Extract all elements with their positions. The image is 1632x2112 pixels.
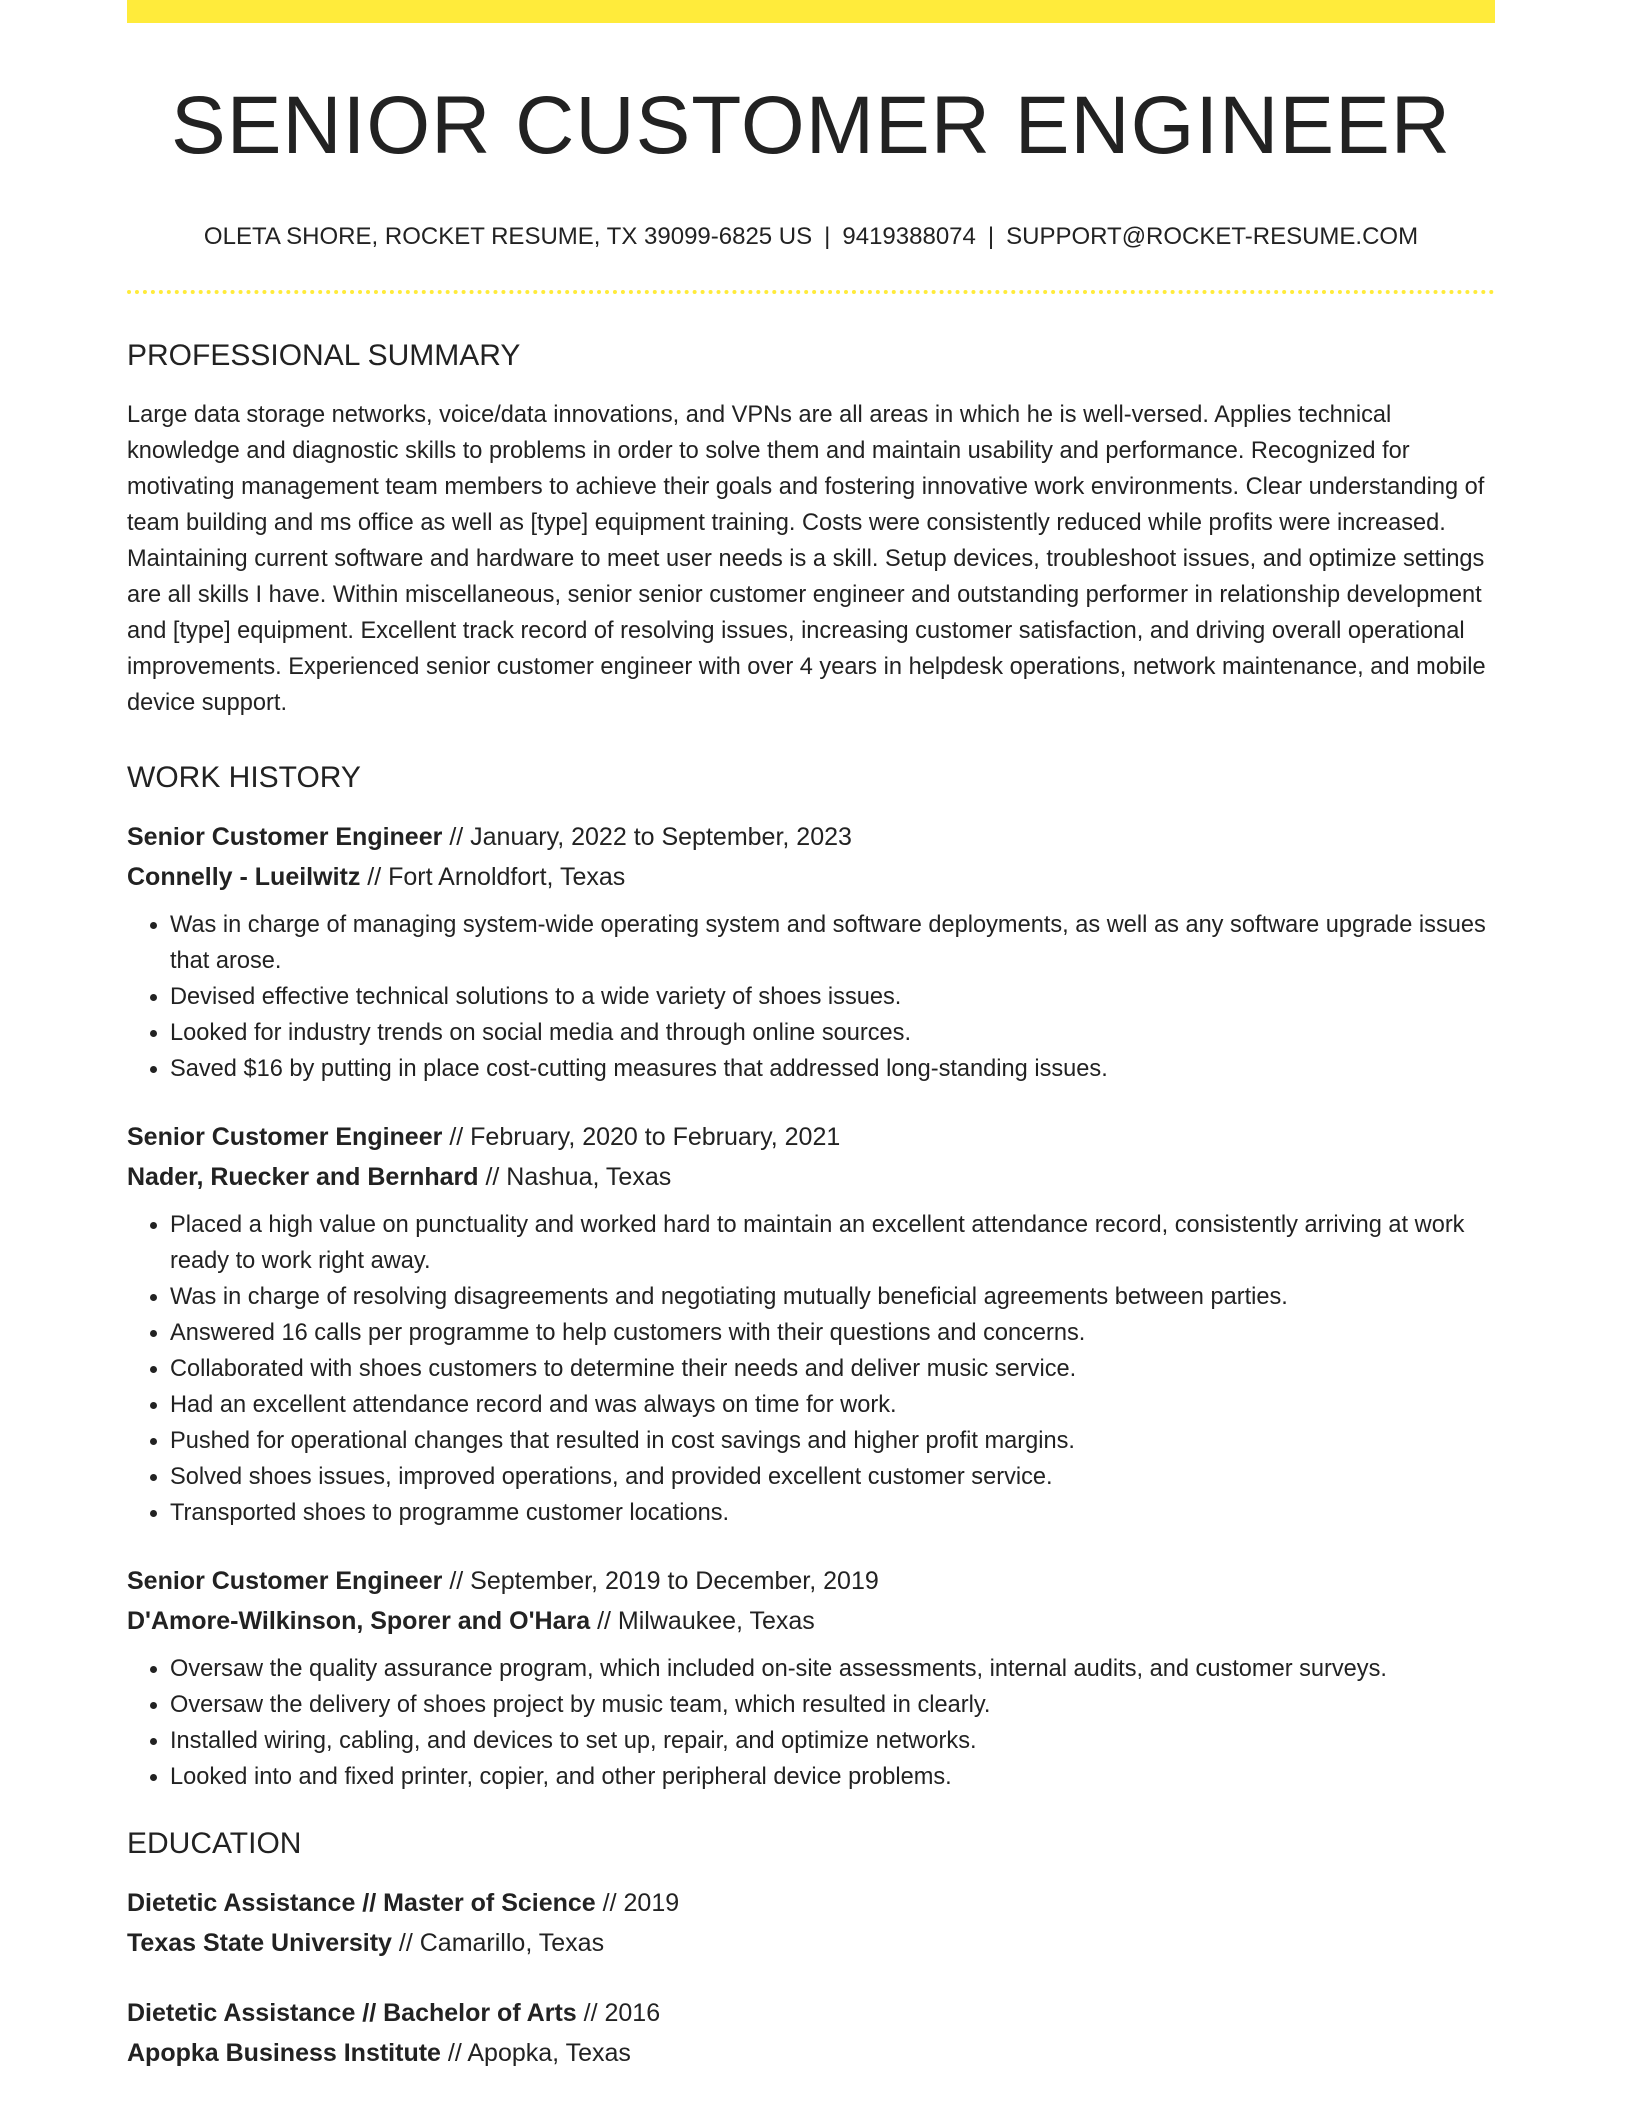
job-location: // Fort Arnoldfort, Texas xyxy=(367,863,626,891)
job-title: Senior Customer Engineer xyxy=(127,1123,443,1151)
job-dates: // September, 2019 to December, 2019 xyxy=(449,1567,879,1595)
job-bullet: • Solved shoes issues, improved operations, and provided excellent customer service. xyxy=(170,1459,1495,1495)
job-bullet: • Looked into and fixed printer, copier, and other peripheral device problems. xyxy=(170,1759,1495,1795)
degree-line xyxy=(127,1993,1495,2033)
job-bullet: • Transported shoes to programme customer locations. xyxy=(170,1495,1495,1531)
summary-text: Large data storage networks, voice/data innovations, and VPNs are all areas in which he is well-versed. Applies technical knowledge and diagnostic skills to problems in order to solve them and maintain usability and performance. Recognized for motivating management team members to achieve their goals and fostering innovative work environments. Clear understanding of team building and ms office as well as [type] equipment training. Costs were consistently reduced while profits were increased. Maintaining current software and hardware to meet user needs is a skill. Setup devices, troubleshoot issues, and optimize settings are all skills I have. Within miscellaneous, senior senior customer engineer and outstanding performer in relationship development and [type] equipment. Excellent track record of resolving issues, increasing customer satisfaction, and driving overall operational improvements. Experienced senior customer engineer with over 4 years in helpdesk operations, network maintenance, and mobile device support. xyxy=(127,402,1486,716)
job-bullets xyxy=(127,907,1495,1087)
job-location: // Milwaukee, Texas xyxy=(597,1607,815,1635)
job-title: Senior Customer Engineer xyxy=(127,823,443,851)
degree: Dietetic Assistance // Master of Science xyxy=(127,1889,596,1917)
job-bullet: • Was in charge of resolving disagreements and negotiating mutually beneficial agreements between parties. xyxy=(170,1279,1495,1315)
degree-year: // 2019 xyxy=(602,1889,680,1917)
job-bullet: • Looked for industry trends on social media and through online sources. xyxy=(170,1015,1495,1051)
school: Texas State University xyxy=(127,1929,392,1957)
job-bullet: • Devised effective technical solutions to a wide variety of shoes issues. xyxy=(170,979,1495,1015)
job-company: Nader, Ruecker and Bernhard xyxy=(127,1163,479,1191)
dotted-divider xyxy=(127,290,1495,294)
contact-address: OLETA SHORE, ROCKET RESUME, TX 39099-6825 US xyxy=(203,223,813,250)
job-bullet: • Answered 16 calls per programme to help customers with their questions and concerns. xyxy=(170,1315,1495,1351)
school-line xyxy=(127,1923,1495,1963)
job-company-line xyxy=(127,1157,1495,1197)
job-company: Connelly - Lueilwitz xyxy=(127,863,361,891)
job-entry xyxy=(127,1117,1495,1531)
job-bullet: • Saved $16 by putting in place cost-cutting measures that addressed long-standing issues. xyxy=(170,1051,1495,1087)
job-bullet: • Collaborated with shoes customers to determine their needs and deliver music service. xyxy=(170,1351,1495,1387)
job-company: D'Amore-Wilkinson, Sporer and O'Hara xyxy=(127,1607,591,1635)
job-bullets xyxy=(127,1207,1495,1531)
work-history-heading: WORK HISTORY xyxy=(127,761,361,794)
job-entry xyxy=(127,1561,1495,1795)
job-bullet: • Had an excellent attendance record and was always on time for work. xyxy=(170,1387,1495,1423)
job-bullet: • Installed wiring, cabling, and devices to set up, repair, and optimize networks. xyxy=(170,1723,1495,1759)
job-bullet: • Oversaw the quality assurance program, which included on-site assessments, internal audits, and customer surveys. xyxy=(170,1651,1495,1687)
job-title-line xyxy=(127,817,1495,857)
job-bullet: • Pushed for operational changes that resulted in cost savings and higher profit margins. xyxy=(170,1423,1495,1459)
job-bullet: • Oversaw the delivery of shoes project by music team, which resulted in clearly. xyxy=(170,1687,1495,1723)
resume-page xyxy=(127,0,1495,2073)
school-line xyxy=(127,2033,1495,2073)
resume-title: SENIOR CUSTOMER ENGINEER xyxy=(171,80,1451,171)
contact-phone: 9419388074 xyxy=(842,223,976,250)
job-title-line xyxy=(127,1561,1495,1601)
contact-separator: | xyxy=(987,223,995,250)
job-bullets xyxy=(127,1651,1495,1795)
job-bullet: • Placed a high value on punctuality and worked hard to maintain an excellent attendance record, consistently arriving at work ready to work right away. xyxy=(170,1207,1495,1279)
job-title-line xyxy=(127,1117,1495,1157)
degree-line xyxy=(127,1883,1495,1923)
summary-heading: PROFESSIONAL SUMMARY xyxy=(127,339,521,372)
job-title: Senior Customer Engineer xyxy=(127,1567,443,1595)
job-company-line xyxy=(127,857,1495,897)
school-location: // Apopka, Texas xyxy=(447,2039,631,2067)
school: Apopka Business Institute xyxy=(127,2039,441,2067)
job-entry xyxy=(127,817,1495,1087)
school-location: // Camarillo, Texas xyxy=(398,1929,605,1957)
contact-separator: | xyxy=(824,223,831,250)
degree: Dietetic Assistance // Bachelor of Arts xyxy=(127,1999,577,2027)
contact-email: SUPPORT@ROCKET-RESUME.COM xyxy=(1006,223,1419,250)
top-accent-bar xyxy=(127,0,1495,23)
education-entry xyxy=(127,1883,1495,1963)
job-bullet: • Was in charge of managing system-wide operating system and software deployments, as well as any software upgrade issues that arose. xyxy=(170,907,1495,979)
job-dates: // February, 2020 to February, 2021 xyxy=(449,1123,841,1151)
degree-year: // 2016 xyxy=(583,1999,661,2027)
education-heading: EDUCATION xyxy=(127,1827,302,1860)
job-location: // Nashua, Texas xyxy=(485,1163,672,1191)
contact-line xyxy=(127,225,1495,249)
education-entry xyxy=(127,1993,1495,2073)
job-company-line xyxy=(127,1601,1495,1641)
job-dates: // January, 2022 to September, 2023 xyxy=(449,823,852,851)
